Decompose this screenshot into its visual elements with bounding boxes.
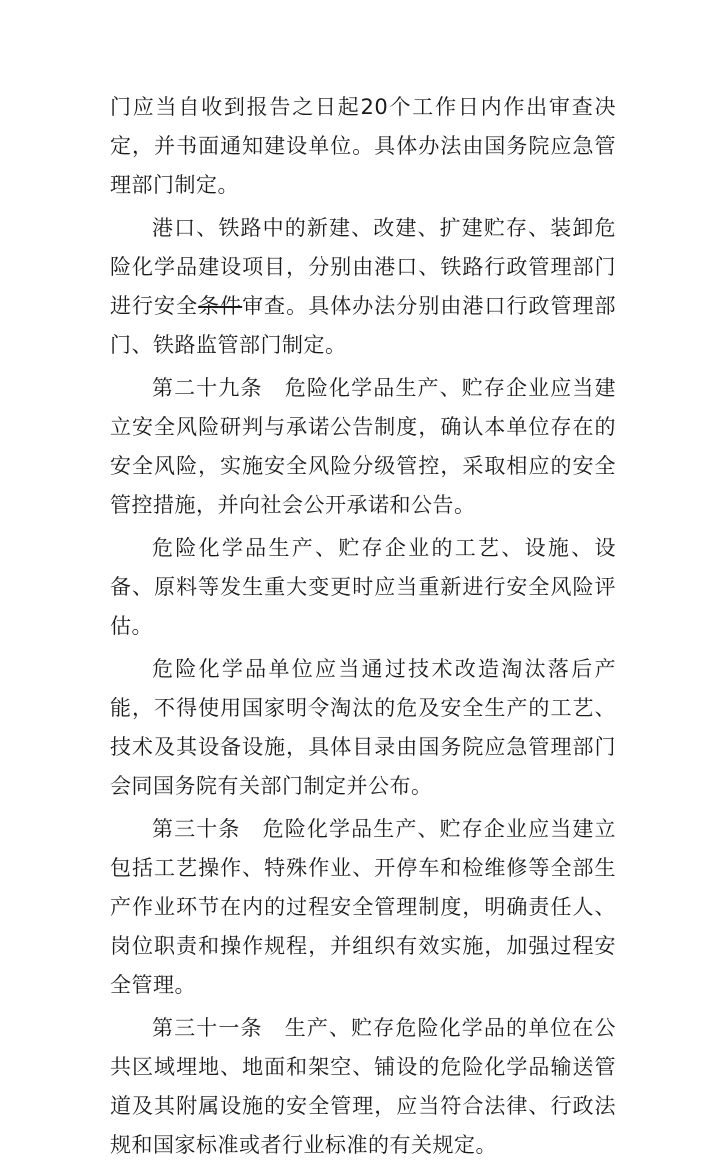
paragraph-text: 危险化学品单位应当通过技术改造淘汰落后产能，不得使用国家明令淘汰的危及安全生产的工艺、技术及其设备设施，具体目录由国务院应急管理部门会同国务院有关部门制定并公布。: [110, 657, 616, 798]
paragraph-article-30: [110, 810, 616, 1005]
paragraph-article-29: [110, 369, 616, 525]
paragraph-text: 第三十一条 生产、贮存危险化学品的单位在公共区域埋地、地面和架空、铺设的危险化学品输送管道及其附属设施的安全管理，应当符合法律、行政法规和国家标准或者行业标准的有关规定。: [110, 1016, 616, 1157]
paragraph-article-31: [110, 1009, 616, 1165]
paragraph-text: 危险化学品生产、贮存企业的工艺、设施、设备、原料等发生重大变更时应当重新进行安全风险评估。: [110, 536, 616, 638]
paragraph-text: 第三十条 危险化学品生产、贮存企业应当建立包括工艺操作、特殊作业、开停车和检维修等全部生产作业环节在内的过程安全管理制度，明确责任人、岗位职责和操作规程，并组织有效实施，加强过程安全管理。: [110, 817, 616, 997]
paragraph-text: 港口、铁路中的新建、改建、扩建贮存、装卸危险化学品建设项目，分别由港口、铁路行政管理部门进行安全: [110, 216, 616, 318]
paragraph-text: 第二十九条 危险化学品生产、贮存企业应当建立安全风险研判与承诺公告制度，确认本单位存在的安全风险，实施安全风险分级管控，采取相应的安全管控措施，并向社会公开承诺和公告。: [110, 376, 616, 517]
paragraph-risk-assessment: [110, 529, 616, 646]
struck-text: 条件: [198, 294, 243, 318]
paragraph-capacity-elimination: [110, 650, 616, 806]
paragraph-port-railway: [110, 209, 616, 365]
document-page: [110, 88, 616, 1169]
paragraph-text: 审查。具体办法分别由港口行政管理部门、铁路监管部门制定。: [110, 294, 617, 357]
paragraph-text: 门应当自收到报告之日起20个工作日内作出审查决定，并书面通知建设单位。具体办法由国务院应急管理部门制定。: [110, 95, 616, 197]
paragraph-continuation: [110, 88, 616, 205]
